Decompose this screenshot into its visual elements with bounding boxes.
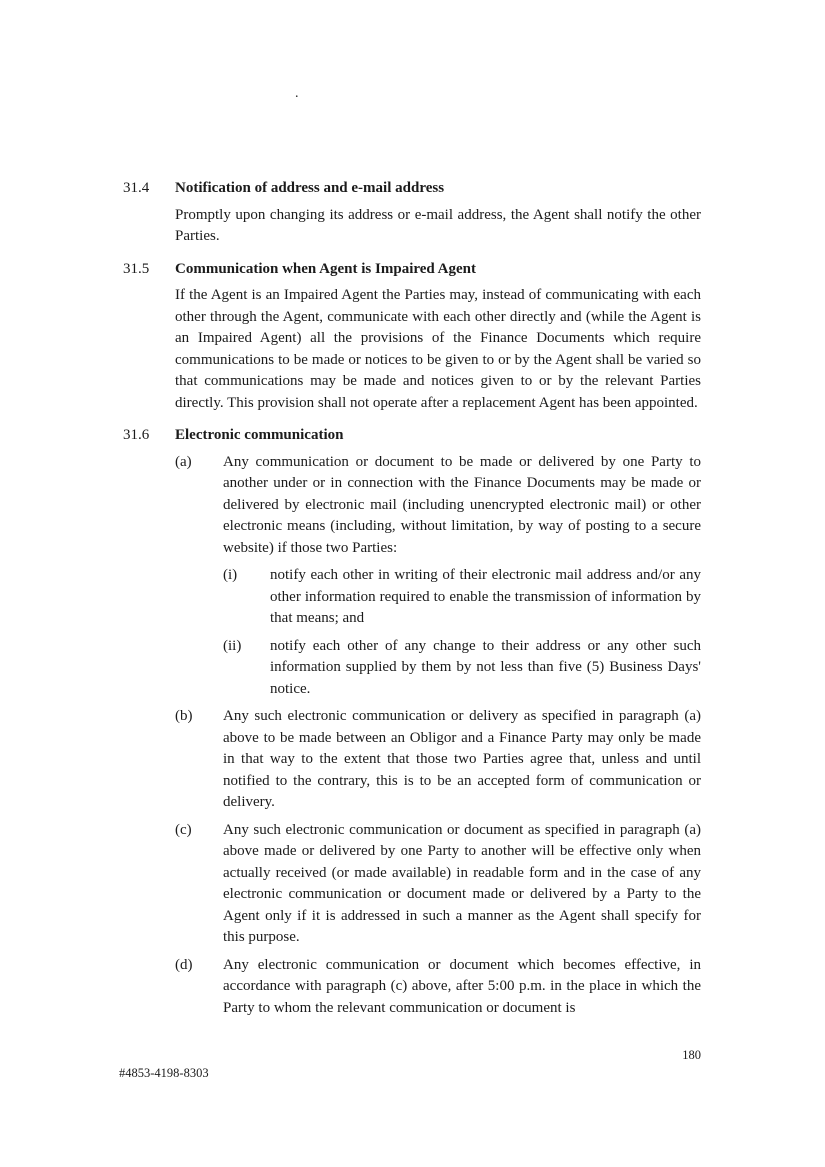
subparagraph-label: (b) bbox=[175, 708, 193, 724]
subparagraph-label: (a) bbox=[175, 453, 192, 470]
clause-text: notify each other of any change to their address or any other such information supplied by them by not less than five (5) Business Days' notice. bbox=[270, 637, 701, 697]
subparagraph-text: Any electronic communication or document which becomes effective, in accordance with paragraph (c) above, after 5:00 p.m. in the place in which the Party to whom the relevant communication or document is bbox=[223, 956, 701, 1016]
stray-mark: . bbox=[295, 86, 299, 101]
subparagraph-a bbox=[175, 452, 701, 707]
section-heading: Electronic communication bbox=[175, 427, 344, 443]
section-heading: Communication when Agent is Impaired Agent bbox=[175, 260, 476, 277]
document-id-stamp: #4853-4198-8303 bbox=[119, 1066, 209, 1080]
subparagraph-label: (d) bbox=[175, 956, 193, 973]
subparagraph-text: Any such electronic communication or delivery as specified in paragraph (a) above to be made between an Obligor and a Finance Party may only be made in that way to the extent that those two Parties agree that, unless and until notified to the contrary, this is to be an accepted form of communication or delivery. bbox=[223, 708, 701, 810]
clause-label: (ii) bbox=[223, 637, 242, 654]
section-number: 31.5 bbox=[123, 260, 150, 277]
clause-label: (i) bbox=[223, 567, 238, 583]
section-heading: Notification of address and e-mail address bbox=[175, 180, 445, 196]
clause-text: notify each other in writing of their electronic mail address and/or any other information required to enable the transmission of information by that means; and bbox=[270, 567, 701, 626]
subparagraph-text: Any such electronic communication or document as specified in paragraph (a) above made or delivered by one Party to another will be effective only when actually received (or made available) in readable form and in the case of any electronic communication or document made or delivered by a Party to the Agent only if it is addressed in such a manner as the Agent shall specify for this purpose. bbox=[223, 821, 701, 945]
clause-ii bbox=[223, 636, 701, 707]
subparagraph-c bbox=[175, 820, 701, 955]
section-31-4 bbox=[123, 178, 701, 254]
section-paragraph: If the Agent is an Impaired Agent the Parties may, instead of communicating with each other through the Agent, communicate with each other directly and (while the Agent is an Impaired Agent) all the provisions of the Finance Documents which require communications to be made or notices to be given to or by the Agent shall be varied so that communications may be made and notices given to or by the relevant Parties directly. This provision shall not operate after a replacement Agent has been appointed. bbox=[175, 287, 701, 411]
clause-i bbox=[223, 565, 701, 636]
section-31-5 bbox=[123, 259, 701, 421]
subparagraph-text: Any communication or document to be made or delivered by one Party to another under or in connection with the Finance Documents may be made or delivered by electronic mail (including unencrypted electronic mail) or other electronic means (including, without limitation, by way of posting to a secure website) if those two Parties: bbox=[223, 453, 701, 556]
page-number: 180 bbox=[682, 1048, 701, 1062]
section-31-6 bbox=[123, 425, 701, 1025]
section-number: 31.6 bbox=[123, 427, 150, 443]
subparagraph-label: (c) bbox=[175, 821, 192, 838]
document-content bbox=[123, 178, 701, 1030]
subparagraph-b bbox=[175, 706, 701, 820]
section-number: 31.4 bbox=[123, 180, 150, 196]
subparagraph-d bbox=[175, 955, 701, 1026]
section-paragraph: Promptly upon changing its address or e-mail address, the Agent shall notify the other Parties. bbox=[175, 206, 701, 244]
